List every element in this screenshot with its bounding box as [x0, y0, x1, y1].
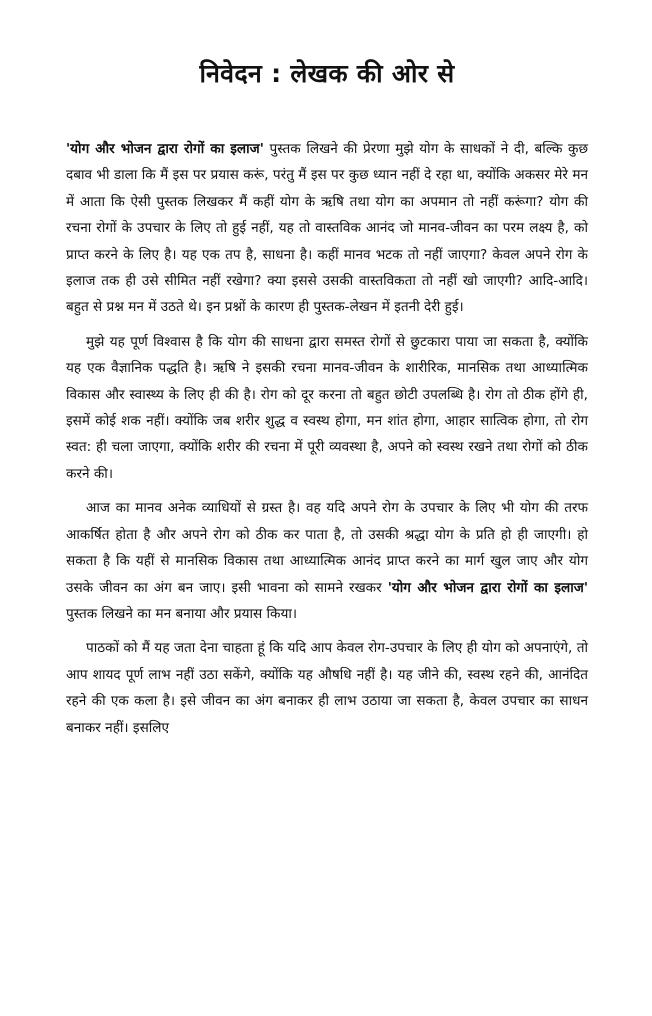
paragraph-2: [66, 329, 588, 487]
paragraph-text: पाठकों को मैं यह जता देना चाहता हूं कि यदि आप केवल रोग-उपचार के लिए ही योग को अपनाएंगे, तो आप शायद पूर्ण लाभ नहीं उठा सकेंगे, क्योंकि यह औषधि नहीं है। यह जीने की, स्वस्थ रहने की, आनंदित रहने की एक कला है। इसे जीवन का अंग बनाकर ही लाभ उठाया जा सकता है, केवल उपचार का साधन बनाकर नहीं। इसलिए: [66, 640, 588, 736]
document-page: [66, 56, 588, 749]
book-title: 'योग और भोजन द्वारा रोगों का इलाज': [66, 141, 264, 157]
paragraph-4: [66, 635, 588, 741]
paragraph-text: मुझे यह पूर्ण विश्वास है कि योग की साधना द्वारा समस्त रोगों से छुटकारा पाया जा सकता है, क्योंकि यह एक वैज्ञानिक पद्धति है। ऋषि ने इसकी रचना मानव-जीवन के शारीरिक, मानसिक तथा आध्यात्मिक विकास और स्वास्थ्य के लिए ही की है। रोग को दूर करना तो बहुत छोटी उपलब्धि है। रोग तो ठीक होंगे ही, इसमें कोई शक नहीं। क्योंकि जब शरीर शुद्ध व स्वस्थ होगा, मन शांत होगा, आहार सात्विक होगा, तो रोग स्वत: ही चला जाएगा, क्योंकि शरीर की रचना में पूरी व्यवस्था है, अपने को स्वस्थ रखने तथा रोगों को ठीक करने की।: [66, 333, 588, 482]
paragraph-3: [66, 495, 588, 627]
page-title: निवेदन : लेखक की ओर से: [199, 59, 455, 88]
paragraph-1: [66, 136, 588, 321]
paragraph-text: पुस्तक लिखने का मन बनाया और प्रयास किया।: [66, 605, 298, 622]
paragraph-text: आज का मानव अनेक व्याधियों से ग्रस्त है। वह यदि अपने रोग के उपचार के लिए भी योग की तरफ आकर्षित होता है और अपने रोग को ठीक कर पाता है, तो उसकी श्रद्धा योग के प्रति हो ही जाएगी। हो सकता है कि यहीं से मानसिक विकास तथा आध्यात्मिक आनंद प्राप्त करने का मार्ग खुल जाए और योग उसके जीवन का अंग बन जाए। इसी भावना को सामने रखकर: [66, 500, 588, 596]
book-title: 'योग और भोजन द्वारा रोगों का इलाज': [387, 579, 588, 596]
paragraph-text: पुस्तक लिखने की प्रेरणा मुझे योग के साधकों ने दी, बल्कि कुछ दबाव भी डाला कि मैं इस पर प्रयास करूं, परंतु मैं इस पर कुछ ध्यान नहीं दे रहा था, क्योंकि अकसर मेरे मन में आता कि ऐसी पुस्तक लिखकर मैं कहीं योग के ऋषि तथा योग का अपमान तो नहीं करूंगा? योग की रचना रोगों के उपचार के लिए तो हुई नहीं, यह तो वास्तविक आनंद जो मानव-जीवन का परम लक्ष्य है, को प्राप्त करने के लिए है। यह एक तप है, साधना है। कहीं मानव भटक तो नहीं जाएगा? केवल अपने रोग के इलाज तक ही उसे सीमित नहीं रखेगा? क्या इससे उसकी वास्तविकता तो नहीं खो जाएगी? आदि-आदि। बहुत से प्रश्न मन में उठते थे। इन प्रश्नों के कारण ही पुस्तक-लेखन में इतनी देरी हुई।: [66, 141, 588, 316]
